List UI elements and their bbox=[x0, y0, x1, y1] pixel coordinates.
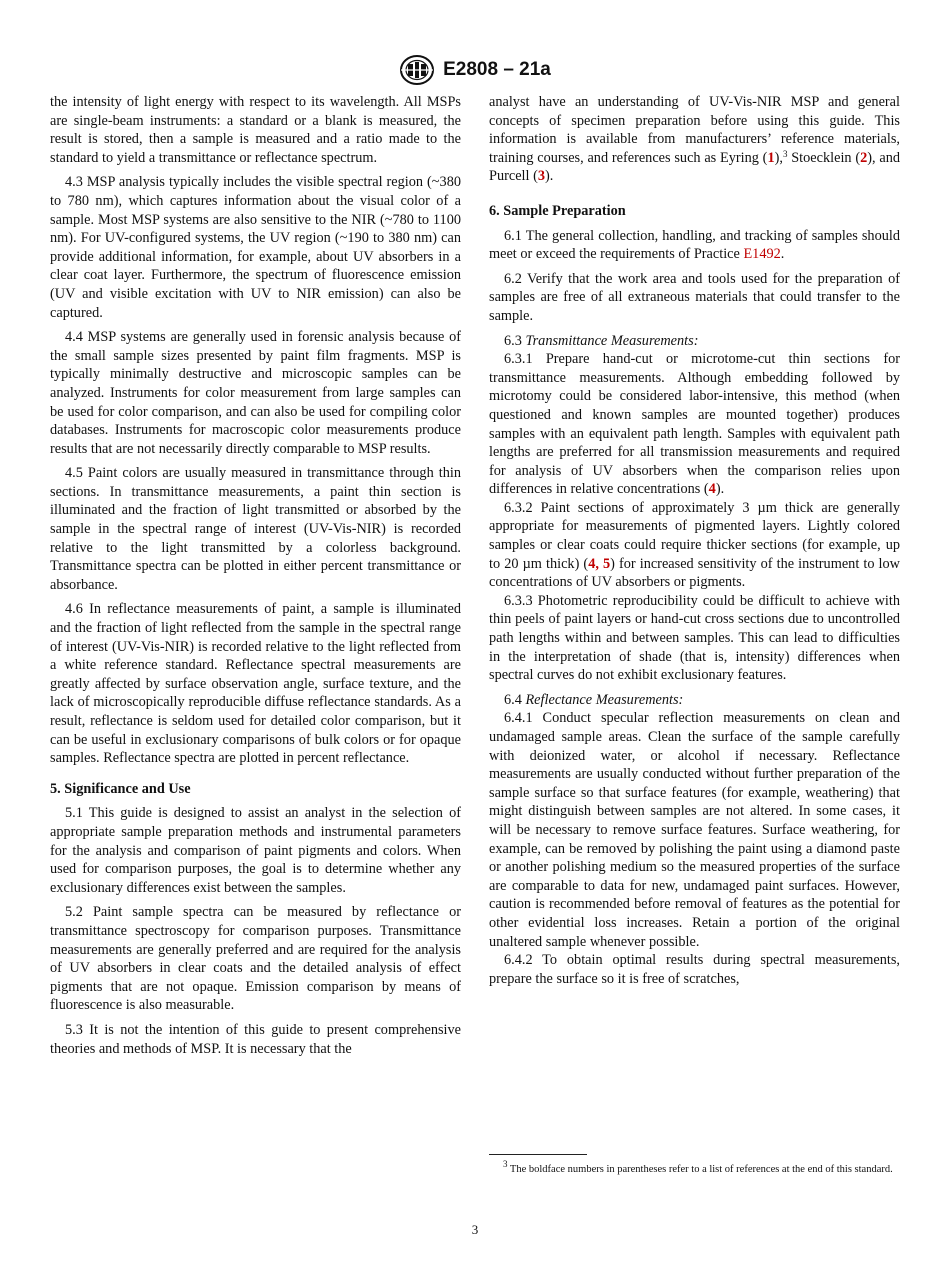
paragraph-6-3-3: 6.3.3 Photometric reproducibility could be difficult to achieve with thin peels of paint layers or hand-cut cross sections due to uncontrolled path lengths within and between samples. This can lead to difficulties in the interpretation of shade (that is, intensity) differences when spectral curves do not exhibit exclusionary features. bbox=[489, 592, 900, 684]
page-header bbox=[0, 54, 950, 86]
paragraph-6-2: 6.2 Verify that the work area and tools used for the preparation of samples are free of all extraneous materials that could transfer to the sample. bbox=[489, 270, 900, 324]
paragraph-4-3: 4.3 MSP analysis typically includes the visible spectral region (~380 to 780 nm), which captures information about the visual color of a sample. Most MSP systems are also sensitive to the NIR (~780 to 1100 nm). For UV-configured systems, the UV region (~190 to 380 nm) can provide additional information, for example, about UV absorbers in a clear coat layer. Furthermore, the spectrum of fluorescence emission (UV and visible excitation with UV to NIR emission) can also be captured. bbox=[50, 174, 461, 321]
paragraph-6-3-2: 6.3.2 Paint sections of approximately 3 µm thick are generally appropriate for measurements of pigmented layers. Lightly colored samples or clear coats could require thicker sections (for example, up to 20 µm thick) (4, 5) for increased sensitivity of the instrument to low concentrations of UV absorbers or pigments. bbox=[489, 499, 901, 591]
reference-link-2[interactable]: 2 bbox=[860, 149, 868, 166]
astm-logo bbox=[399, 54, 435, 86]
footnote-marker: 3 bbox=[782, 148, 788, 159]
page-number: 3 bbox=[471, 1222, 479, 1237]
section-6-heading: 6. Sample Preparation bbox=[489, 202, 626, 219]
paragraph-6-4-1: 6.4.1 Conduct specular reflection measurements on clean and undamaged sample areas. Clean the surface of the sample carefully with deionized water, or alcohol if necessary. Reflectance measurements are usually conducted without further preparation of the sample surface so that surface features (for example, weathering) that might distinguish between samples are not altered. In some cases, it will be necessary to remove surface features. Surface weathering, for example, can be removed by polishing the paint using a diamond paste or another polishing medium so the measured properties of the surface are comparable to data for new, undamaged paint surfaces. However, caution is recommended before removal of features as the potential for other evidential loss increases. Retain a portion of the original unaltered sample whenever possible. bbox=[489, 710, 900, 950]
right-column bbox=[489, 93, 900, 988]
paragraph-6-3-1: 6.3.1 Prepare hand-cut or microtome-cut thin sections for transmittance measurements. Although embedding followed by microtomy could be considered labor-intensive, this method (when questioned and known samples are mounted together) produces samples with an equivalent path length. Samples with equivalent path lengths are preferred for all transmission measurements and required for analysis of UV absorbers when the comparison relies upon differences in relative concentrations (4). bbox=[489, 351, 900, 498]
reference-link-4-5[interactable]: 4, 5 bbox=[588, 555, 611, 572]
reference-link-3[interactable]: 3 bbox=[537, 168, 545, 185]
paragraph-5-1: 5.1 This guide is designed to assist an analyst in the selection of appropriate sample preparation methods and instrumental parameters for the analysis and comparison of paint pigments and colors. When used for comparison purposes, the goal is to determine whether any exclusionary differences exist between the samples. bbox=[50, 805, 461, 896]
paragraph-6-3: 6.3 Transmittance Measurements: bbox=[504, 332, 699, 349]
paragraph-4-6: 4.6 In reflectance measurements of paint, a sample is illuminated and the fraction of light reflected from the sample in the spectral range of interest (UV-Vis-NIR) is recorded relative to the light reflected from a white reference standard. Reflectance spectral measurements are greatly affected by surface observation angle, surface texture, and the lack of microscopically reproducible diffuse reflectance standards. As a result, reflectance is seldom used for detailed color comparison, but it can be useful in exclusionary comparisons of bulk colors or for opaque samples. Reflectance spectra are plotted in percent reflectance. bbox=[50, 601, 461, 767]
paragraph-6-4-2: 6.4.2 To obtain optimal results during spectral measurements, prepare the surface so it is free of scratches, bbox=[489, 952, 900, 987]
paragraph-6-4: 6.4 Reflectance Measurements: bbox=[504, 691, 684, 708]
paragraph-4-4: 4.4 MSP systems are generally used in forensic analysis because of the small sample sizes presented by paint film fragments. MSP is typically minimally destructive and microscopic samples can be analyzed. Instruments for color measurement from large samples can be used for color comparison, and can also be used for compiling color databases. Instruments for macroscopic color measurements produce results that are not necessarily directly comparable to MSP results. bbox=[50, 329, 461, 457]
paragraph-5-2: 5.2 Paint sample spectra can be measured by reflectance or transmittance spectroscopy for comparison purposes. Transmittance measurements are generally preferred and are required for the analysis of UV absorbers in clear coats and the detailed analysis of effect pigments that are not opaque. Emission comparison by means of fluorescence is also measurable. bbox=[50, 904, 461, 1014]
paragraph-4-5: 4.5 Paint colors are usually measured in transmittance through thin sections. In transmittance measurements, a paint thin section is illuminated and the fraction of light transmitted or absorbed by the sample in the spectral range of interest (UV-Vis-NIR) is recorded relative to the light transmitted by a colorless background. Transmittance spectra can be plotted in either percent transmittance or absorbance. bbox=[50, 465, 461, 593]
footnote: $^3$ The boldface numbers in parentheses refer to a list of references at the end of this standard. bbox=[503, 1159, 893, 1175]
paragraph-4-2-continued: the intensity of light energy with respect to its wavelength. All MSPs are single-beam instruments: a standard or a blank is measured, the result is stored, then a sample is measured and a ratio made to the standard to yield a transmittance or reflectance spectrum. bbox=[50, 94, 461, 166]
standard-designation: E2808 – 21a bbox=[443, 59, 551, 80]
paragraph-5-3-continued: analyst have an understanding of UV-Vis-NIR MSP and general concepts of specimen preparation before using this guide. This information is available from manufacturers’ reference materials, training courses, and references such as Eyring (1),$^3$ Stoecklein (2), and Purcell (3). bbox=[489, 94, 901, 185]
left-column bbox=[50, 93, 461, 1058]
practice-e1492-link[interactable]: E1492 bbox=[743, 246, 781, 263]
section-5-heading: 5. Significance and Use bbox=[50, 780, 191, 797]
reference-link-4[interactable]: 4 bbox=[708, 481, 716, 498]
paragraph-6-1: 6.1 The general collection, handling, and tracking of samples should meet or exceed the requirements of Practice E1492. bbox=[489, 227, 900, 263]
reference-link-1[interactable]: 1 bbox=[767, 149, 775, 166]
footnote-rule bbox=[489, 1154, 587, 1155]
paragraph-5-3: 5.3 It is not the intention of this guide to present comprehensive theories and methods of MSP. It is necessary that the bbox=[50, 1021, 461, 1057]
